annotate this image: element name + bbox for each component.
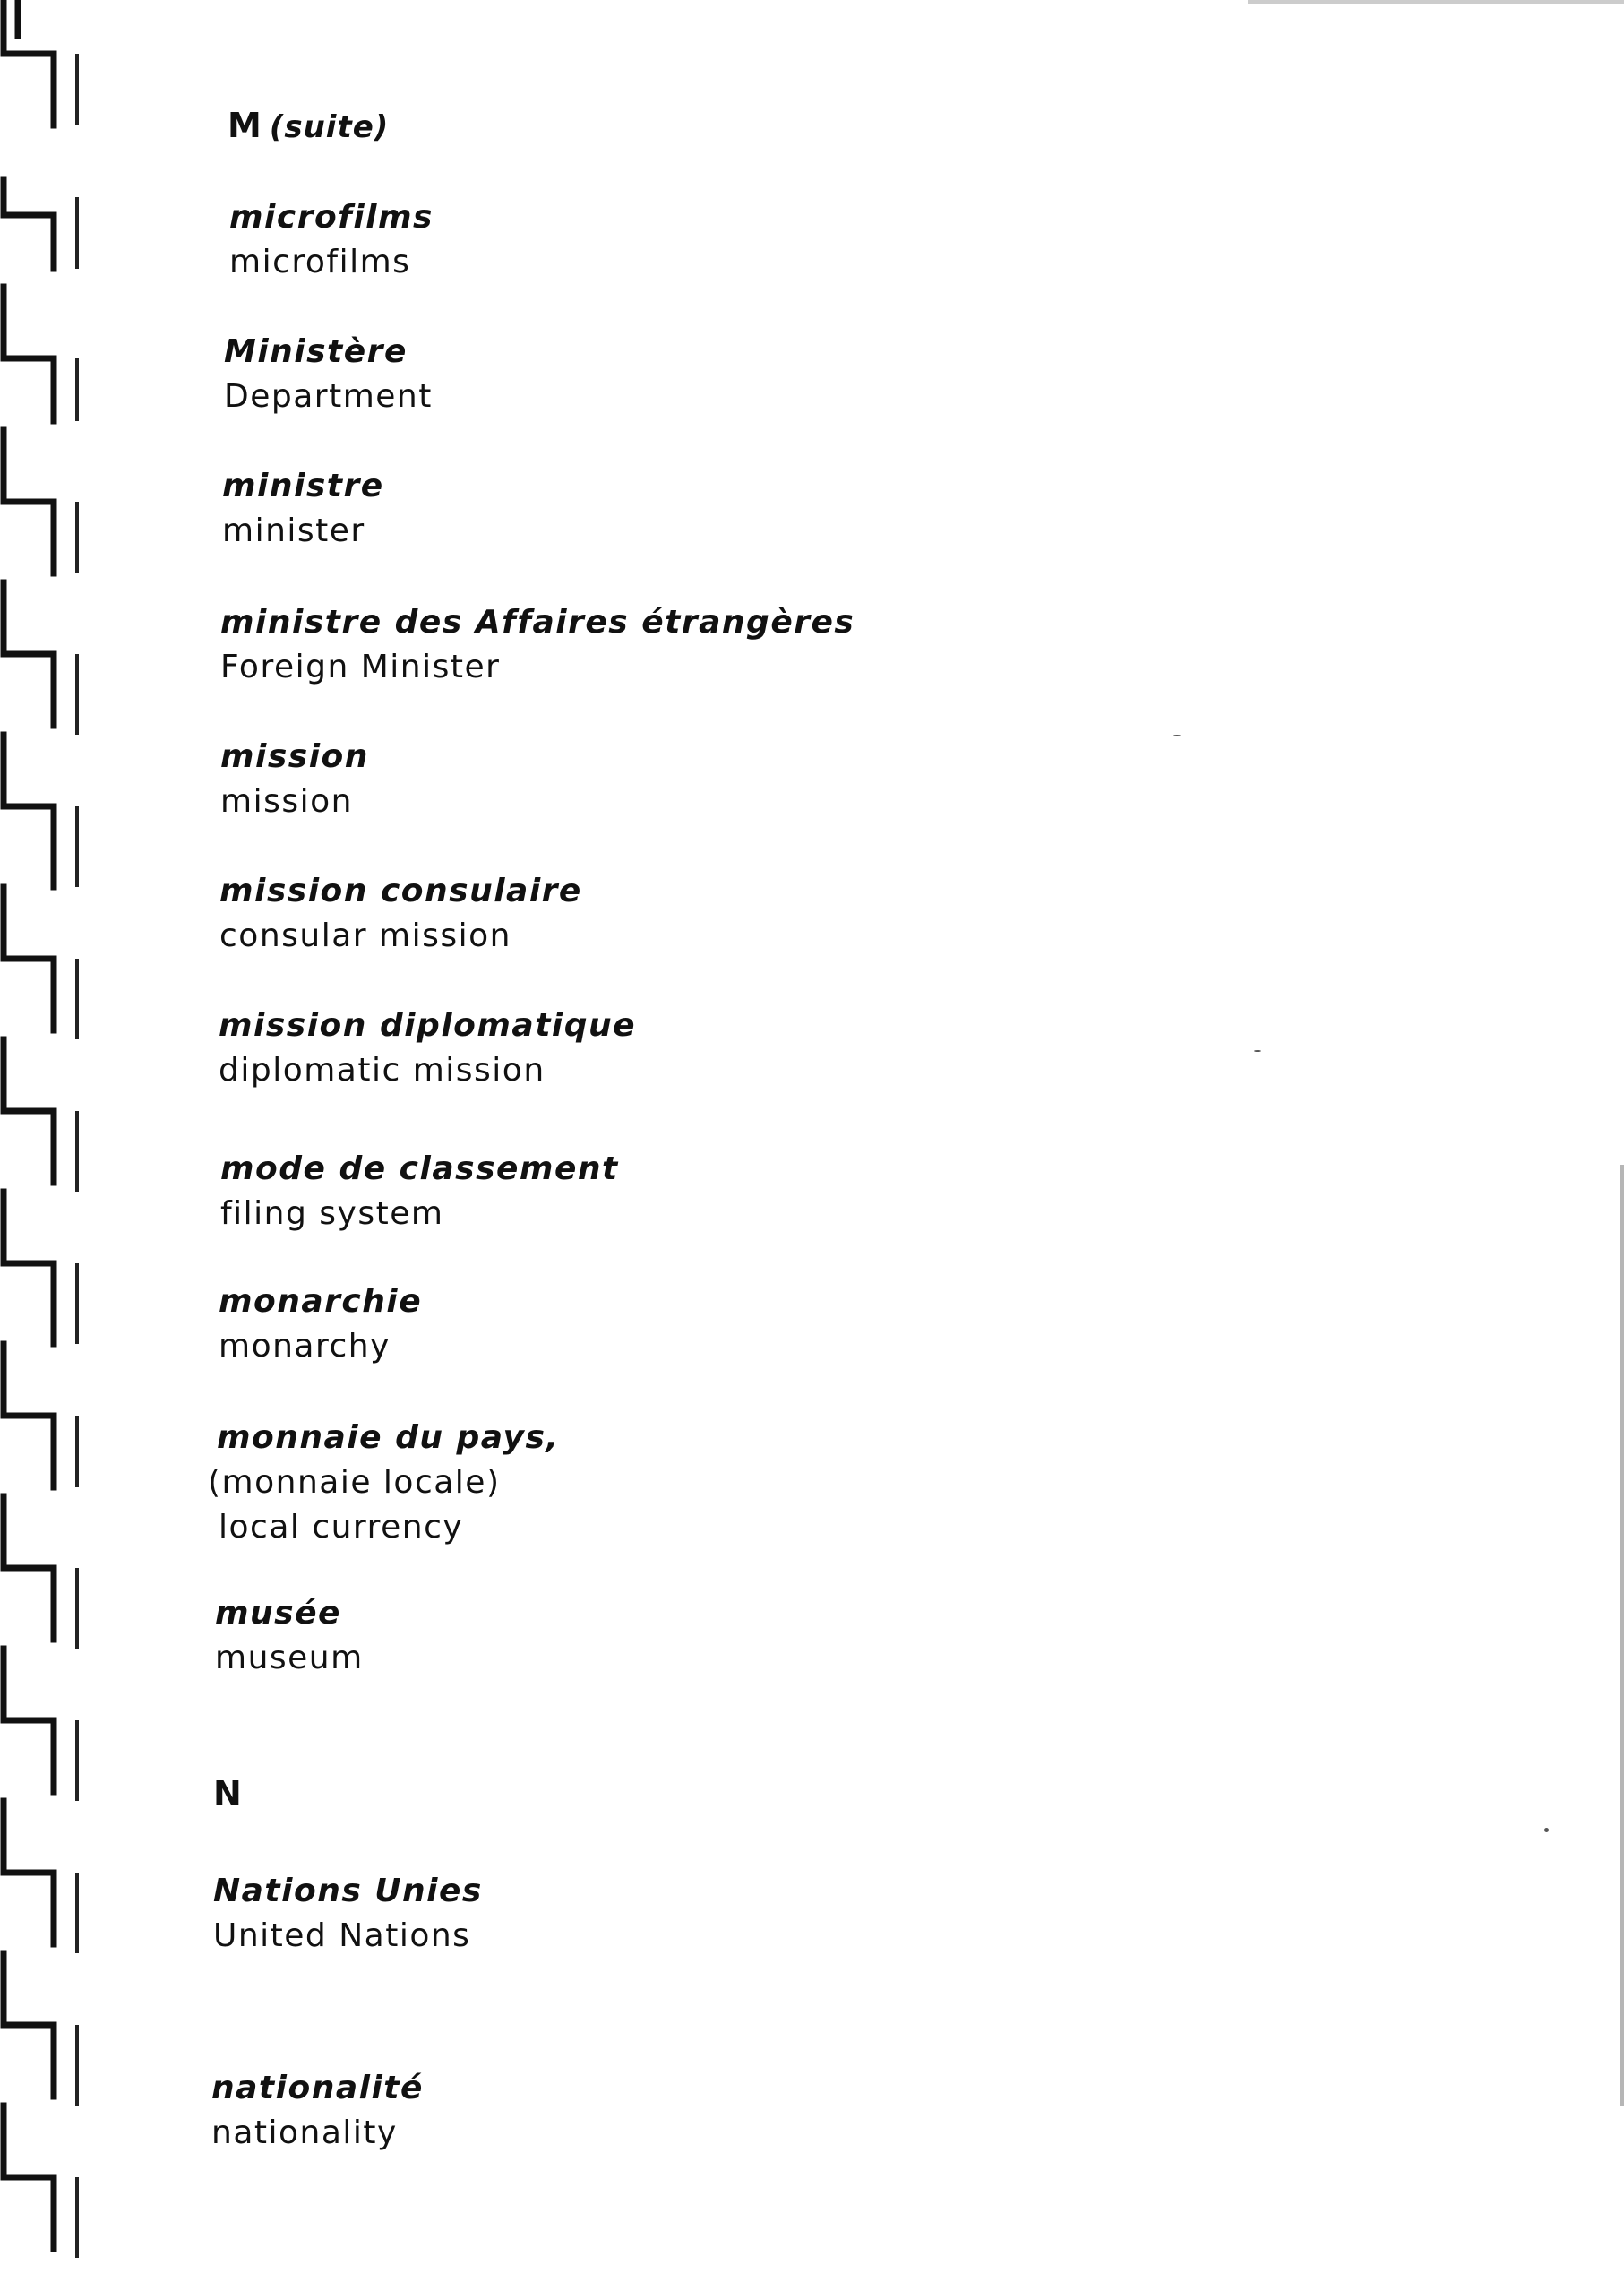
english-term: nationality — [211, 2115, 398, 2151]
scan-speck — [1544, 1828, 1549, 1832]
glossary-entry — [220, 735, 369, 824]
glossary-entry — [229, 195, 434, 285]
english-term: mission — [220, 783, 353, 820]
english-term: filing system — [220, 1195, 444, 1232]
french-term: monarchie — [219, 1283, 423, 1320]
glossary-entry — [222, 464, 384, 554]
scan-speck — [1254, 1050, 1261, 1052]
english-term: Foreign Minister — [220, 649, 501, 685]
french-term: musée — [215, 1595, 341, 1632]
english-term: United Nations — [213, 1917, 471, 1954]
french-term: Ministère — [224, 333, 408, 370]
spiral-binding — [0, 0, 99, 2274]
french-term: mission consulaire — [219, 873, 582, 909]
english-term: museum — [215, 1640, 364, 1676]
section-letter: M — [228, 106, 262, 145]
english-term: consular mission — [219, 917, 511, 954]
section-suffix: (suite) — [269, 109, 390, 145]
section-letter: N — [213, 1774, 243, 1813]
page-edge-top — [1248, 0, 1624, 4]
scan-speck — [1173, 735, 1181, 736]
glossary-entry — [211, 2066, 424, 2156]
french-term: Nations Unies — [213, 1873, 483, 1909]
english-term: local currency — [219, 1509, 464, 1546]
glossary-entry — [213, 1869, 483, 1959]
english-term: Department — [224, 378, 433, 415]
french-term: nationalité — [211, 2070, 424, 2106]
english-term: minister — [222, 513, 365, 549]
english-term: diplomatic mission — [219, 1052, 546, 1089]
french-term: ministre — [222, 468, 384, 504]
glossary-entry — [215, 1591, 364, 1681]
french-term: microfilms — [229, 199, 434, 236]
section-heading-m — [228, 106, 389, 145]
section-heading-n — [213, 1774, 243, 1813]
glossary-entry — [224, 330, 433, 419]
glossary-entry — [219, 1003, 636, 1093]
glossary-entry — [219, 1279, 422, 1369]
english-term: microfilms — [229, 244, 411, 280]
glossary-entry — [208, 1416, 560, 1550]
english-term: monarchy — [219, 1328, 391, 1365]
french-term: monnaie du pays, — [217, 1419, 560, 1456]
french-term: ministre des Affaires étrangères — [220, 604, 855, 641]
glossary-entry — [220, 1147, 619, 1236]
french-term: mission — [220, 738, 369, 775]
french-term-alternate: (monnaie locale) — [208, 1464, 501, 1501]
french-term: mode de classement — [220, 1150, 619, 1187]
french-term: mission diplomatique — [219, 1007, 637, 1044]
glossary-entry — [219, 869, 582, 959]
glossary-entry — [220, 600, 855, 690]
page-edge-right — [1620, 1165, 1624, 2106]
